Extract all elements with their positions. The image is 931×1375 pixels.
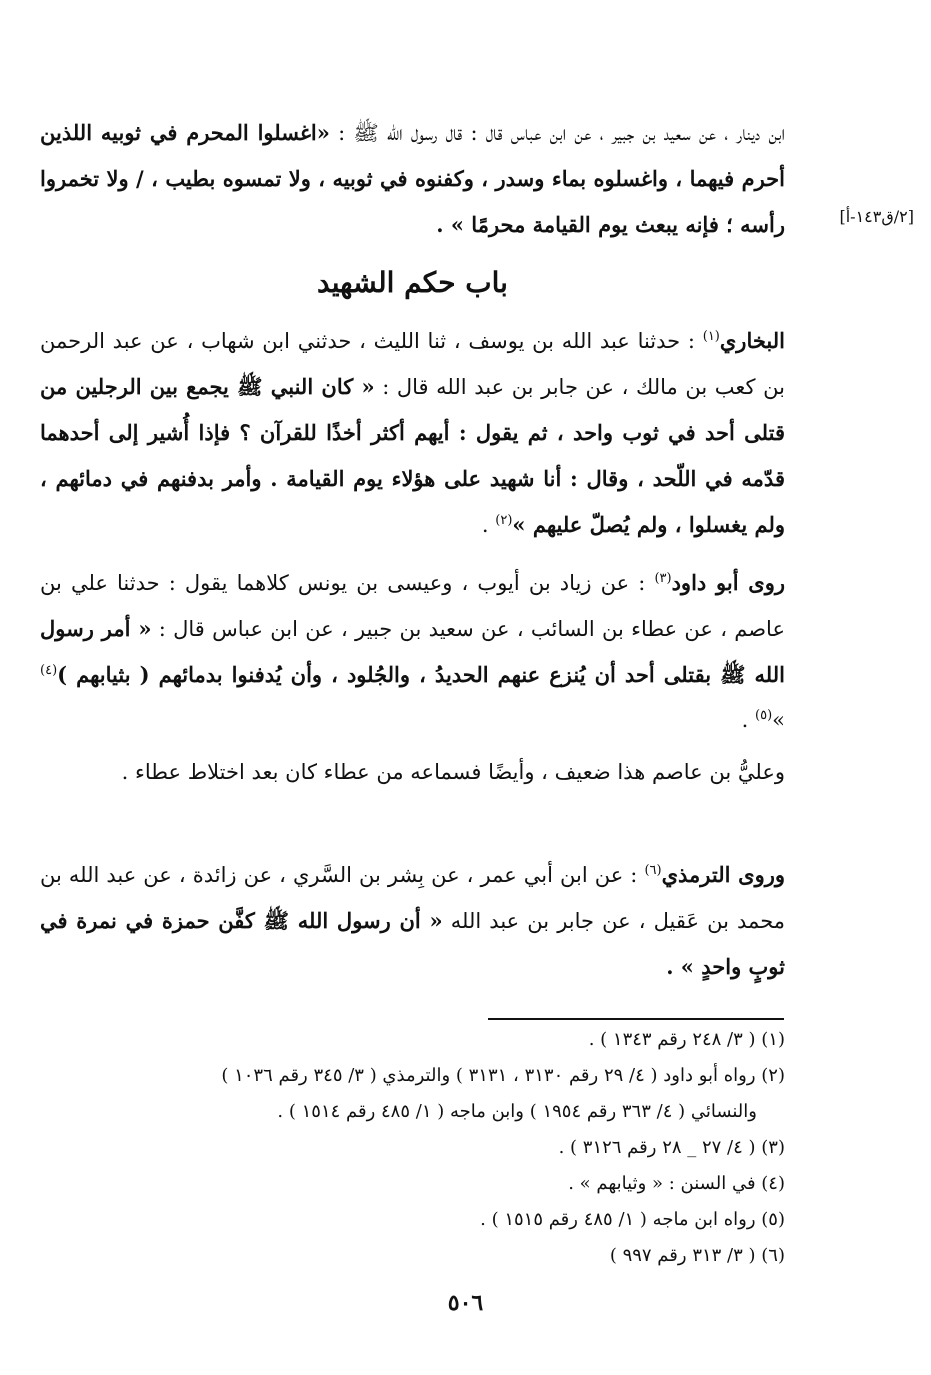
footnote-2: (٢) رواه أبو داود ( ٤/ ٢٩ رقم ٣١٣٠ ، ٣١٣١ ) والترمذي ( ٣/ ٣٤٥ رقم ١٠٣٦ ) bbox=[221, 1065, 785, 1086]
abudawud-paragraph bbox=[40, 560, 785, 743]
footnote-3: (٣) ( ٤/ ٢٧ _ ٢٨ رقم ٣١٢٦ ) . bbox=[558, 1137, 785, 1158]
top-paragraph bbox=[40, 110, 785, 248]
sentence-end: . bbox=[741, 708, 749, 732]
manuscript-folio-note: [٢/ق١٤٣-أ] bbox=[839, 207, 914, 226]
footnote-2-continued: والنسائي ( ٤/ ٣٦٣ رقم ١٩٥٤ ) وابن ماجه ( ١/ ٤٨٥ رقم ١٥١٤ ) . bbox=[277, 1101, 757, 1122]
footnote-marker: (٥) bbox=[755, 708, 773, 723]
isnad-text: : عن ابن أبي عمر ، عن بِشر بن السَّري ، عن زائدة ، عن عبد الله بن محمد بن عَقيل ، عن جابر بن عبد الله bbox=[40, 863, 786, 933]
sentence-end: . bbox=[481, 513, 489, 537]
top-paragraph-text: ابن دينار ، عن سعيد بن جبير ، عن ابن عباس قال : قال رسول الله ﷺ : bbox=[338, 121, 785, 145]
footnote-marker: (٢) bbox=[495, 513, 513, 528]
footnote-5: (٥) رواه ابن ماجه ( ١/ ٤٨٥ رقم ١٥١٥ ) . bbox=[480, 1209, 785, 1230]
source-name: وروى الترمذي bbox=[661, 862, 785, 887]
footnote-marker: (٦) bbox=[644, 863, 662, 878]
page-number: ٥٠٦ bbox=[447, 1290, 484, 1316]
footnote-marker: (١) bbox=[702, 329, 720, 344]
hadith-quote: « كان النبي ﷺ يجمع بين الرجلين من قتلى أحد في ثوب واحد ، ثم يقول : أيهم أكثر أخذًا للقرآن ؟ فإذا أُشير إلى أحدهما قدّمه في اللّحد ، وقال : أنا شهيد على هؤلاء يوم القيامة . وأمر بدفنهم في دمائهم ، ولم يغسلوا ، ولم يُصلّ عليهم » bbox=[40, 374, 785, 537]
hadith-quote: «اغسلوا المحرم في ثوبيه اللذين أحرم فيهما ، واغسلوه بماء وسدر ، وكفنوه في ثوبيه ، ولا تمسوه بطيب ، / ولا تخمروا رأسه ؛ فإنه يبعث يوم القيامة محرمًا » . bbox=[40, 120, 785, 237]
hadith-quote: « أن رسول الله ﷺ كفَّن حمزة في نمرة في ثوبٍ واحدٍ » . bbox=[40, 908, 785, 979]
source-name: البخاري bbox=[719, 328, 785, 353]
commentary-paragraph bbox=[40, 750, 785, 795]
isnad-text: : حدثنا عبد الله بن يوسف ، ثنا الليث ، حدثني ابن شهاب ، عن عبد الرحمن بن كعب بن مالك ، عن جابر بن عبد الله قال : bbox=[40, 329, 785, 399]
footnote-marker: (٣) bbox=[654, 571, 672, 586]
hadith-quote: « أمر رسول الله ﷺ بقتلى أحد أن يُنزع عنهم الحديدُ ، والجُلود ، وأن يُدفنوا بدمائهم ( بثيابهم ) bbox=[40, 616, 785, 687]
source-name: روى أبو داود bbox=[671, 570, 785, 595]
quote-close: » bbox=[772, 708, 785, 732]
footnote-marker: (٤) bbox=[40, 663, 58, 678]
footnote-divider bbox=[488, 1018, 784, 1020]
tirmidhi-paragraph bbox=[40, 852, 785, 990]
isnad-text: : عن زياد بن أيوب ، وعيسى بن يونس كلاهما يقول : حدثنا علي بن عاصم ، عن عطاء بن السائب ، عن سعيد بن جبير ، عن ابن عباس قال : bbox=[40, 571, 785, 641]
footnote-6: (٦) ( ٣/ ٣١٣ رقم ٩٩٧ ) bbox=[609, 1245, 785, 1266]
footnotes bbox=[40, 1022, 785, 1274]
chapter-heading: باب حكم الشهيد bbox=[317, 266, 508, 299]
commentary-text: وعليُّ بن عاصم هذا ضعيف ، وأيضًا فسماعه من عطاء كان بعد اختلاط عطاء . bbox=[121, 760, 785, 784]
bukhari-paragraph bbox=[40, 318, 785, 548]
footnote-1: (١) ( ٣/ ٢٤٨ رقم ١٣٤٣ ) . bbox=[588, 1029, 785, 1050]
footnote-4: (٤) في السنن : « وثيابهم » . bbox=[568, 1173, 785, 1194]
